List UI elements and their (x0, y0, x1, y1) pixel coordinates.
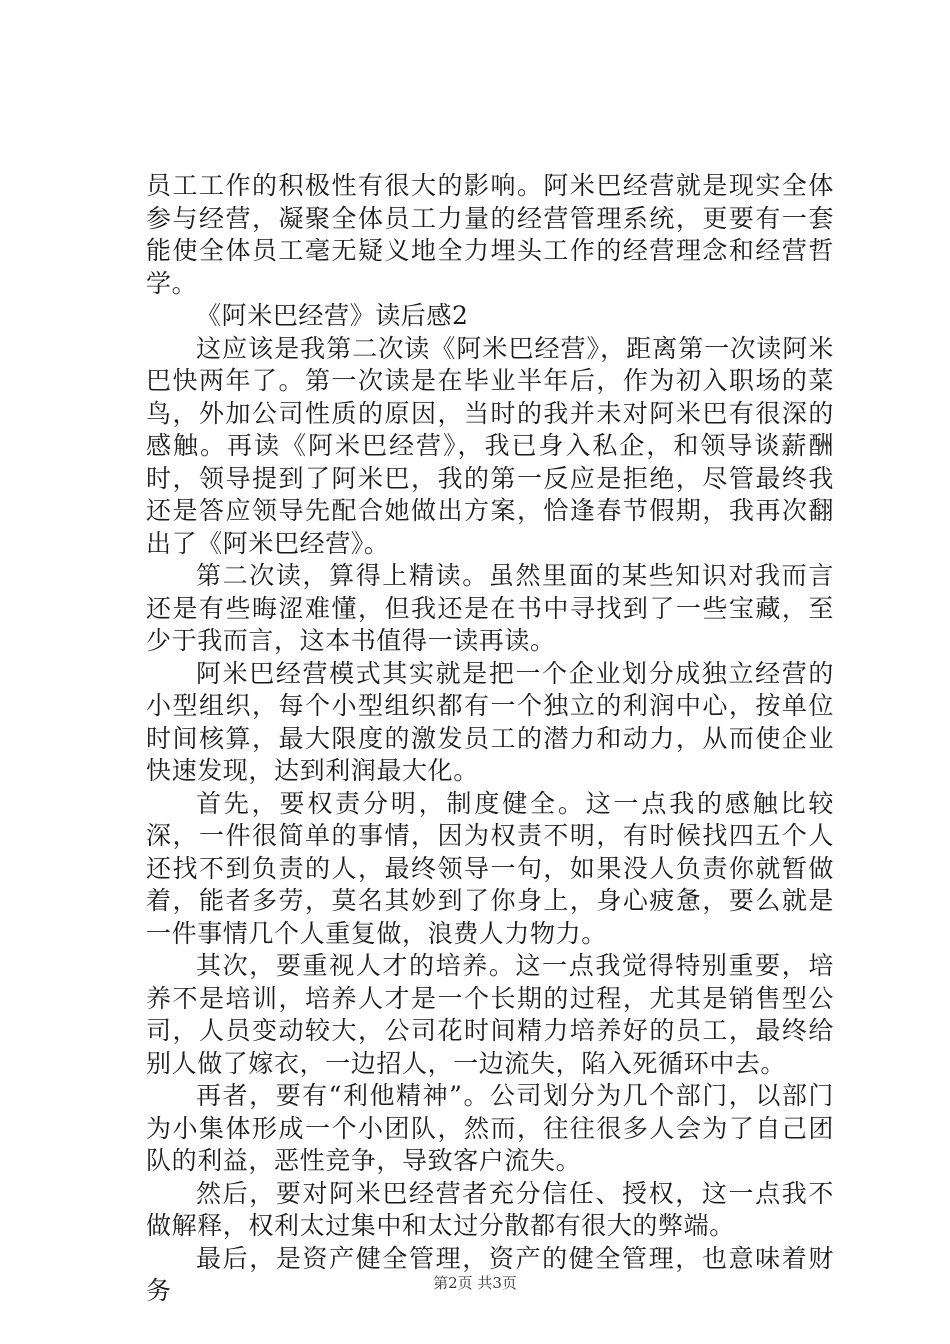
page-footer: 第2页 共3页 (433, 1274, 517, 1292)
paragraph: 然后，要对阿米巴经营者充分信任、授权，这一点我不做解释，权利太过集中和太过分散都有很大的弊端。 (146, 1178, 834, 1240)
paragraph: 阿米巴经营模式其实就是把一个企业划分成独立经营的小型组织，每个小型组织都有一个独立的利润中心，按单位时间核算，最大限度的激发员工的潜力和动力，从而使企业快速发现，达到利润最大化。 (146, 658, 834, 785)
paragraph: 首先，要权责分明，制度健全。这一点我的感触比较深，一件很简单的事情，因为权责不明，有时候找四五个人还找不到负责的人，最终领导一句，如果没人负责你就暂做着，能者多劳，莫名其妙到了你身上，身心疲惫，要么就是一件事情几个人重复做，浪费人力物力。 (146, 788, 834, 948)
paragraph: 再者，要有“利他精神”。公司划分为几个部门，以部门为小集体形成一个小团队，然而，往往很多人会为了自己团队的利益，恶性竞争，导致客户流失。 (146, 1081, 834, 1175)
paragraph: 最后，是资产健全管理，资产的健全管理，也意味着财务 (146, 1243, 834, 1305)
paragraph: 第二次读，算得上精读。虽然里面的某些知识对我而言还是有些晦涩难懂，但我还是在书中寻找到了一些宝藏，至少于我而言，这本书值得一读再读。 (146, 561, 834, 655)
paragraph-continuation: 员工工作的积极性有很大的影响。阿米巴经营就是现实全体参与经营，凝聚全体员工力量的经营管理系统，更要有一套能使全体员工毫无疑义地全力埋头工作的经营理念和经营哲学。 (146, 171, 834, 298)
paragraph: 其次，要重视人才的培养。这一点我觉得特别重要，培养不是培训，培养人才是一个长期的过程，尤其是销售型公司，人员变动较大，公司花时间精力培养好的员工，最终给别人做了嫁衣，一边招人，一边流失，陷入死循环中去。 (146, 951, 834, 1078)
document-body (146, 170, 834, 1308)
section-heading: 《阿米巴经营》读后感2 (196, 301, 469, 330)
paragraph: 这应该是我第二次读《阿米巴经营》，距离第一次读阿米巴快两年了。第一次读是在毕业半年后，作为初入职场的菜鸟，外加公司性质的原因，当时的我并未对阿米巴有很深的感触。再读《阿米巴经营》，我已身入私企，和领导谈薪酬时，领导提到了阿米巴，我的第一反应是拒绝，尽管最终我还是答应领导先配合她做出方案，恰逢春节假期，我再次翻出了《阿米巴经营》。 (146, 333, 834, 558)
